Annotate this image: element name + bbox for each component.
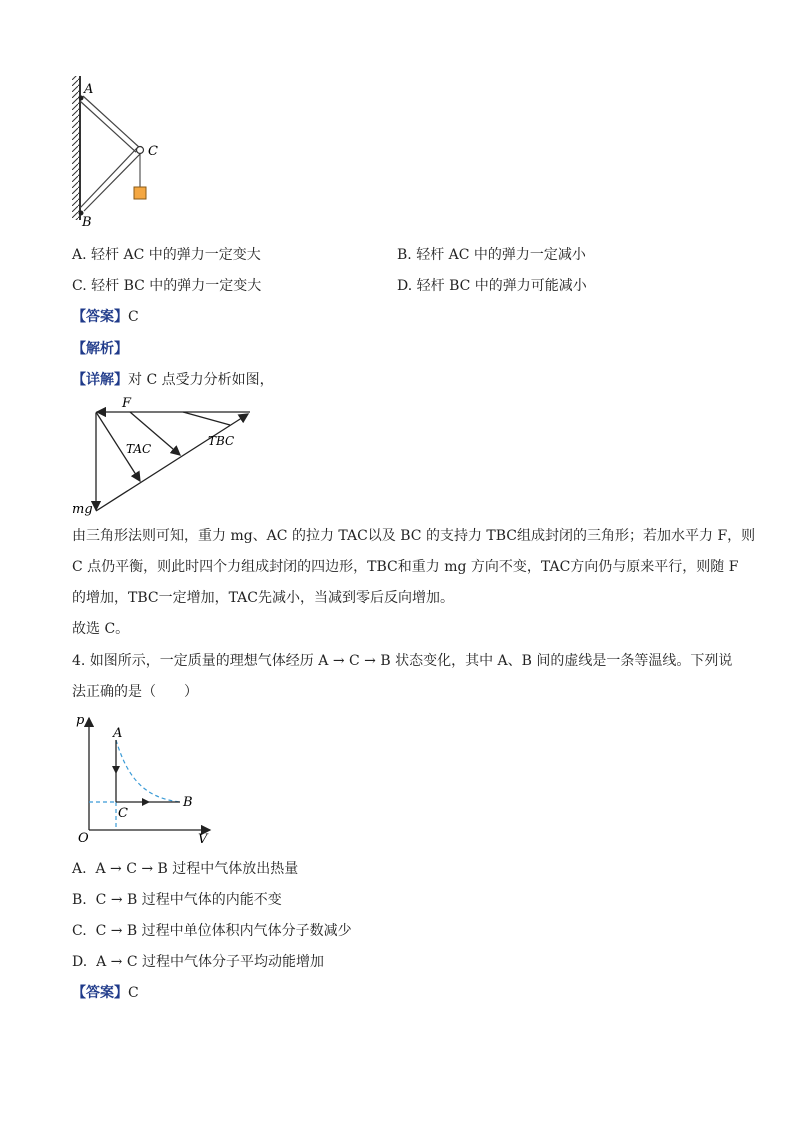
answer-tag: 【答案】 [72, 309, 128, 325]
a-to-c-arrowhead [112, 766, 120, 774]
point-c [137, 147, 144, 154]
q3-analysis-tag: 【解析】 [72, 341, 128, 357]
isotherm-curve [116, 740, 180, 802]
q4-option-c: C. C → B 过程中单位体积内气体分子数减少 [72, 923, 352, 939]
label-v: V [198, 832, 208, 845]
label-b: B [183, 795, 193, 810]
label-tbc: TBC [208, 434, 235, 448]
rod-ac [81, 98, 139, 150]
c-to-b-arrowhead [142, 798, 150, 806]
force-triangle-figure [70, 393, 260, 523]
label-f: F [122, 396, 132, 411]
q3-option-a: A. 轻杆 AC 中的弹力一定变大 [72, 247, 261, 263]
tac-arrow-3 [183, 412, 230, 425]
label-a: A [84, 82, 94, 97]
q3-option-d: D. 轻杆 BC 中的弹力可能减小 [397, 278, 587, 294]
label-o: O [78, 831, 89, 845]
point-a [79, 96, 84, 101]
q4-option-b: B. C → B 过程中气体的内能不变 [72, 892, 282, 908]
q4-stem-line-2: 法正确的是（ ） [72, 684, 198, 700]
q4-option-d: D. A → C 过程中气体分子平均动能增加 [72, 954, 324, 970]
label-b: B [82, 215, 92, 230]
q3-detail: 【详解】对 C 点受力分析如图， [72, 372, 274, 388]
label-c: C [148, 144, 158, 159]
label-tac: TAC [126, 442, 152, 456]
q4-answer: 【答案】C [72, 985, 139, 1001]
rod-bc [82, 150, 140, 209]
q3-option-b: B. 轻杆 AC 中的弹力一定减小 [397, 247, 586, 263]
explanation-line-3: 的增加，TBC一定增加，TAC先减小，当减到零后反向增加。 [72, 590, 454, 606]
explanation-line-1: 由三角形法则可知，重力 mg、AC 的拉力 TAC以及 BC 的支持力 TBC组成封闭的三角形；若加水平力 F，则 [72, 528, 756, 544]
q3-option-c: C. 轻杆 BC 中的弹力一定变大 [72, 278, 262, 294]
label-p: p [76, 713, 85, 728]
label-a: A [113, 726, 123, 741]
q4-option-a: A. A → C → B 过程中气体放出热量 [72, 861, 299, 877]
explanation-line-2: C 点仍平衡，则此时四个力组成封闭的四边形，TBC和重力 mg 方向不变，TAC方向仍与原来平行，则随 F [72, 559, 739, 575]
rod-wall-figure [66, 74, 166, 234]
hanging-block [134, 187, 146, 199]
answer-tag: 【答案】 [72, 985, 128, 1001]
pv-diagram-figure [72, 710, 217, 845]
label-mg: mg [72, 502, 93, 517]
q3-answer: 【答案】C [72, 309, 139, 325]
label-c: C [118, 806, 128, 821]
q3-conclusion: 故选 C。 [72, 621, 130, 637]
q4-stem-line-1: 4. 如图所示，一定质量的理想气体经历 A → C → B 状态变化，其中 A、B 间的虚线是一条等温线。下列说 [72, 653, 733, 669]
tbc-arrow [96, 414, 248, 511]
